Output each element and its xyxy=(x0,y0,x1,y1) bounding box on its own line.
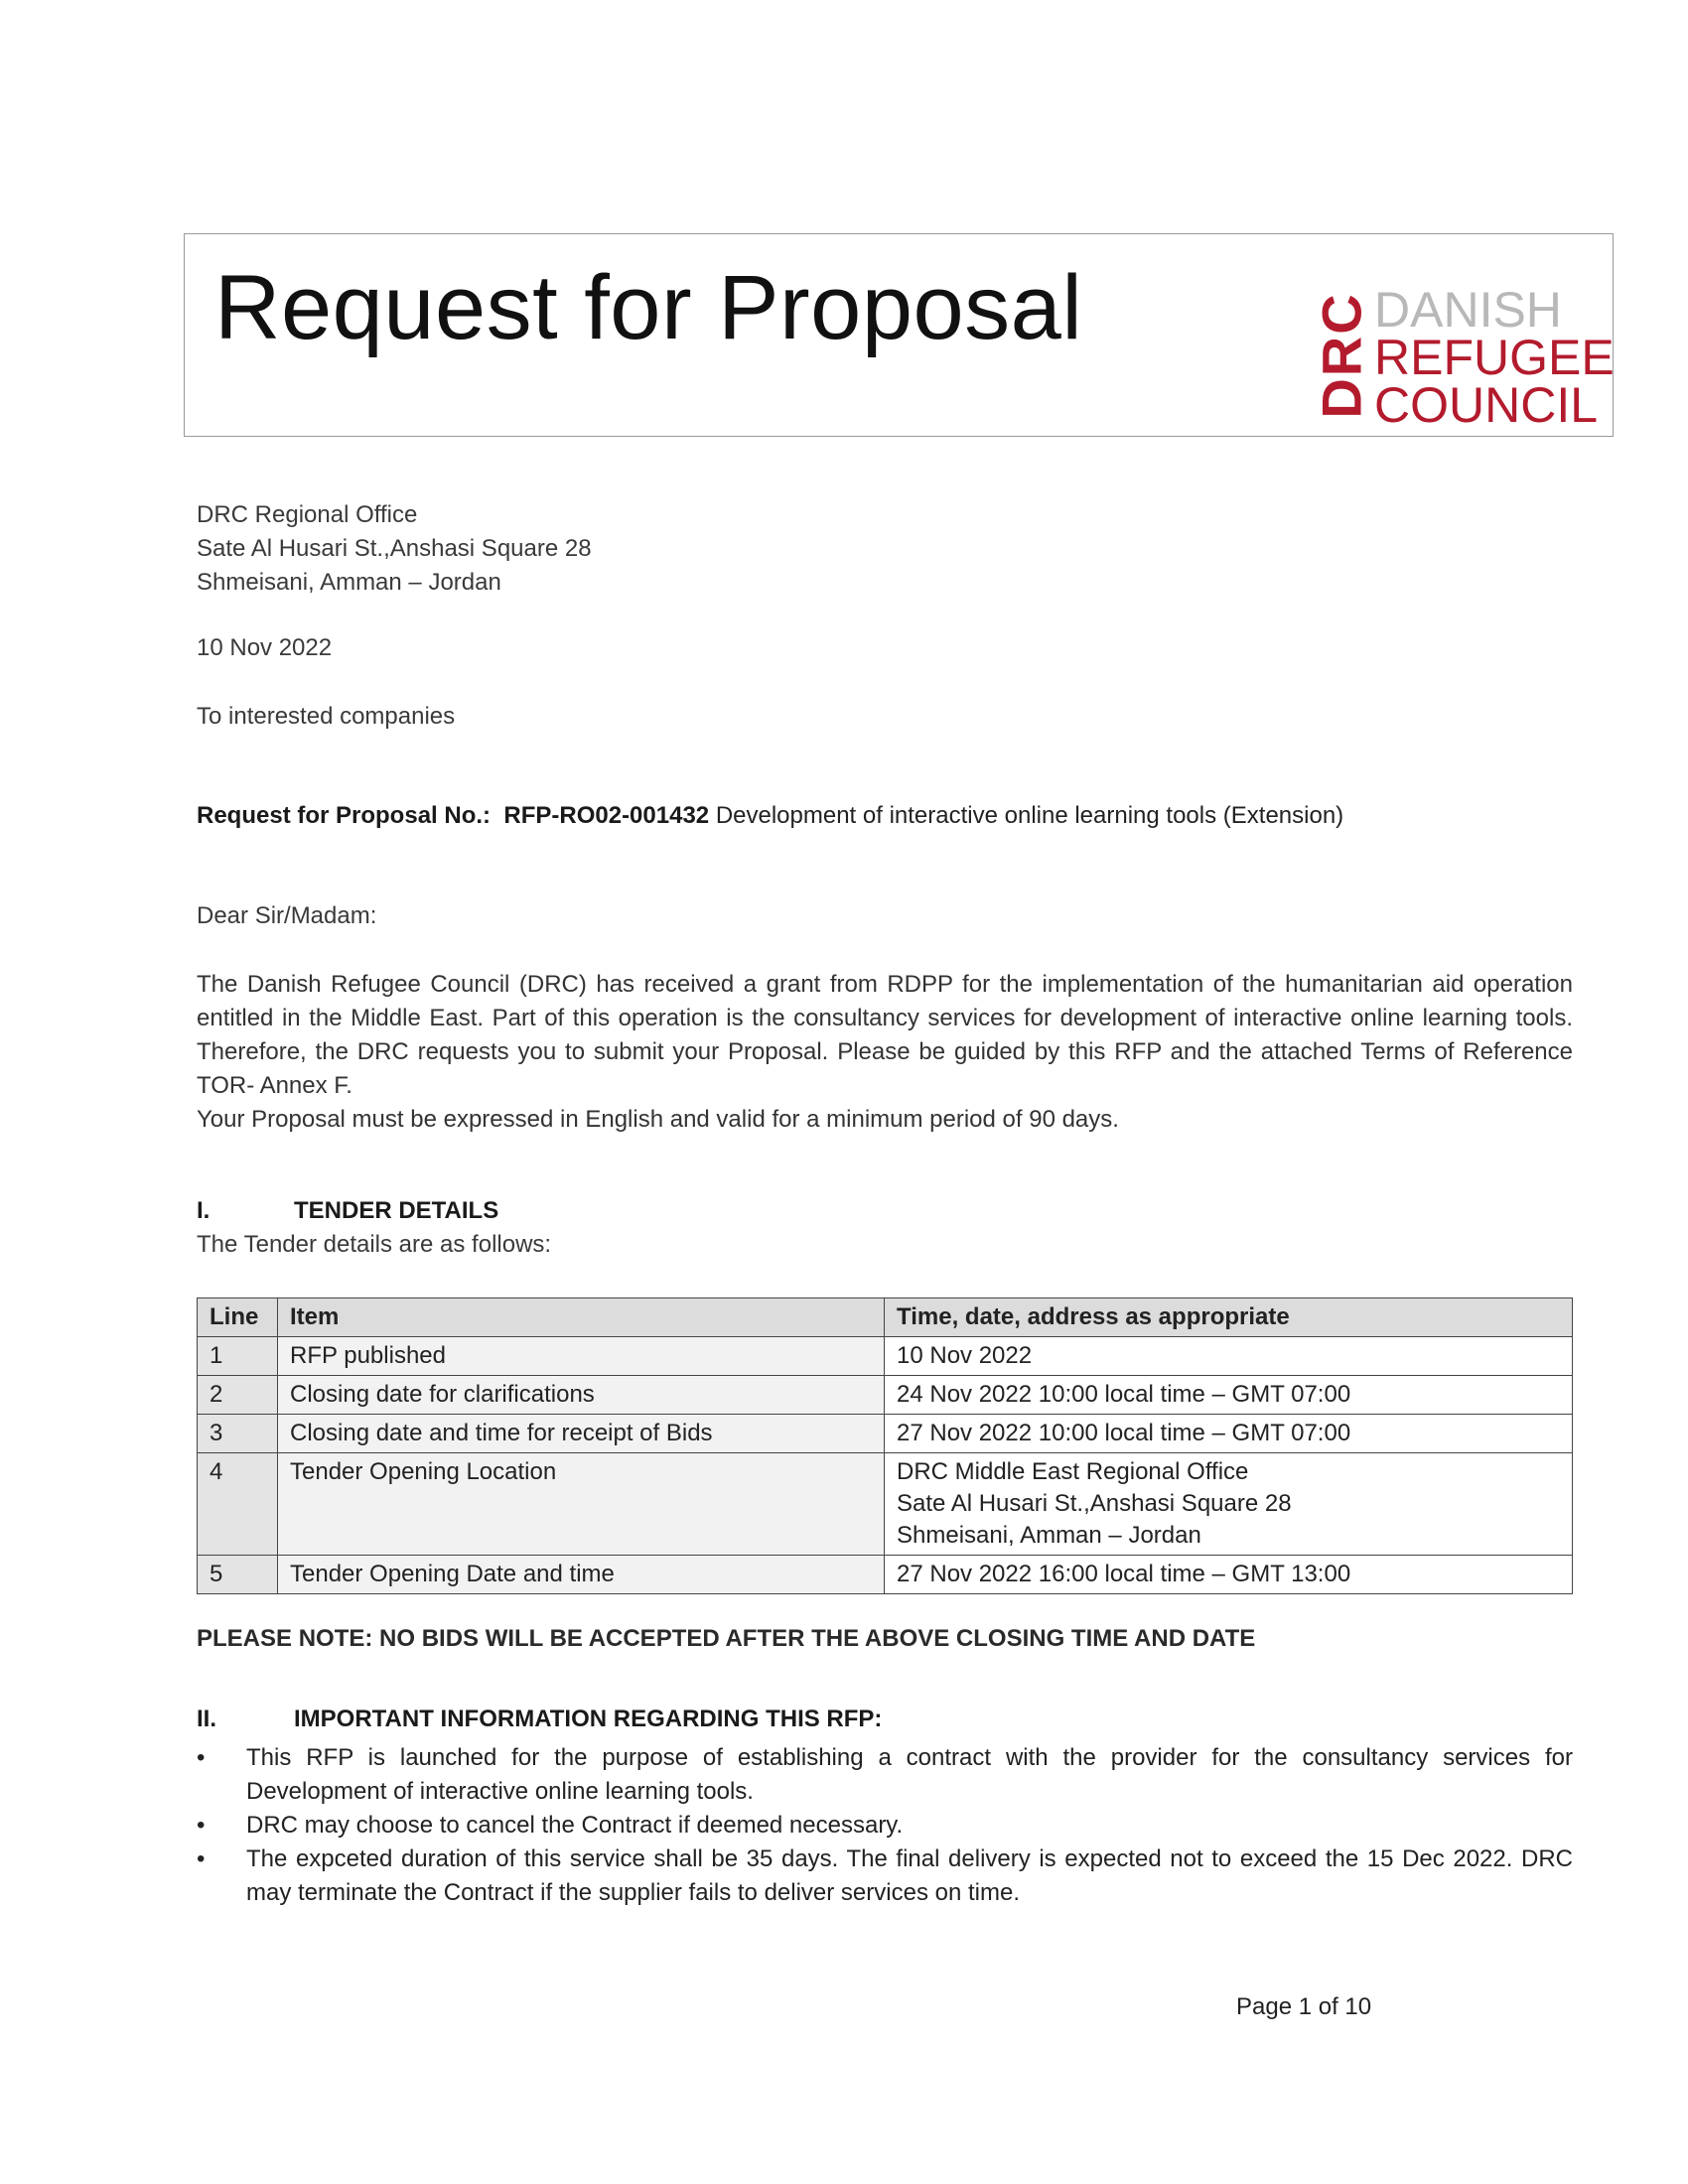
page-number: Page 1 of 10 xyxy=(1236,1993,1372,2020)
table-cell-value: 10 Nov 2022 xyxy=(885,1337,1573,1376)
address-line-3: Shmeisani, Amman – Jordan xyxy=(197,569,501,596)
address-line-2: Sate Al Husari St.,Anshasi Square 28 xyxy=(197,535,592,562)
address-line-1: DRC Regional Office xyxy=(197,501,418,528)
table-cell-line: 2 xyxy=(198,1376,278,1415)
list-item-text: DRC may choose to cancel the Contract if deemed necessary. xyxy=(246,1812,904,1839)
list-item xyxy=(197,1741,1573,1809)
intro-paragraph: The Danish Refugee Council (DRC) has received a grant from RDPP for the implementation of the humanitarian aid operation entitled in the Middle East. Part of this operation is the consultancy services for development of interactive online learning tools. Therefore, the DRC requests you to submit your Proposal. Please be guided by this RFP and the attached Terms of Reference TOR- Annex F. xyxy=(197,971,1573,1099)
table-cell-item: Tender Opening Location xyxy=(278,1453,885,1556)
logo-abbreviation: DRC xyxy=(1311,292,1374,419)
location-line-2: Sate Al Husari St.,Anshasi Square 28 xyxy=(897,1490,1292,1517)
page-title: Request for Proposal xyxy=(214,257,1083,358)
letter-date: 10 Nov 2022 xyxy=(197,634,333,661)
logo-word-danish: DANISH xyxy=(1374,282,1562,338)
location-line-3: Shmeisani, Amman – Jordan xyxy=(897,1522,1201,1549)
section-2-title: IMPORTANT INFORMATION REGARDING THIS RFP: xyxy=(294,1706,883,1732)
location-line-1: DRC Middle East Regional Office xyxy=(897,1458,1249,1485)
list-item-text: The expceted duration of this service shall be 35 days. The final delivery is expected not to exceed the 15 Dec 2022. DRC may terminate the Contract if the supplier fails to deliver services on time. xyxy=(246,1845,1573,1906)
logo-word-council: COUNCIL xyxy=(1374,377,1599,433)
table-cell-value xyxy=(885,1453,1573,1556)
section-1-intro: The Tender details are as follows: xyxy=(197,1231,552,1258)
table-row xyxy=(198,1376,1573,1415)
table-row xyxy=(198,1337,1573,1376)
table-row xyxy=(198,1453,1573,1556)
closing-notice: PLEASE NOTE: NO BIDS WILL BE ACCEPTED AFTER THE ABOVE CLOSING TIME AND DATE xyxy=(197,1625,1256,1652)
logo-wordmark xyxy=(1374,282,1615,433)
list-item-text: This RFP is launched for the purpose of establishing a contract with the provider for the consultancy services for Development of interactive online learning tools. xyxy=(246,1744,1573,1805)
table-row xyxy=(198,1556,1573,1594)
header-box xyxy=(184,233,1614,437)
table-cell-item: RFP published xyxy=(278,1337,885,1376)
table-row xyxy=(198,1415,1573,1453)
salutation: Dear Sir/Madam: xyxy=(197,902,377,929)
logo-word-refugee: REFUGEE xyxy=(1374,330,1615,385)
section-1-number: I. xyxy=(197,1197,211,1224)
bullet-icon: • xyxy=(197,1812,206,1839)
section-1-title: TENDER DETAILS xyxy=(294,1197,499,1224)
section-2-number: II. xyxy=(197,1706,217,1732)
bullet-icon: • xyxy=(197,1845,206,1872)
table-cell-line: 1 xyxy=(198,1337,278,1376)
validity-paragraph: Your Proposal must be expressed in English and valid for a minimum period of 90 days. xyxy=(197,1106,1119,1133)
tender-details-table xyxy=(197,1297,1573,1594)
rfp-subject: Development of interactive online learning tools (Extension) xyxy=(715,802,1344,829)
drc-logo xyxy=(1311,282,1615,433)
table-cell-item: Closing date for clarifications xyxy=(278,1376,885,1415)
table-cell-value: 27 Nov 2022 10:00 local time – GMT 07:00 xyxy=(885,1415,1573,1453)
list-item xyxy=(197,1843,1573,1910)
table-cell-item: Tender Opening Date and time xyxy=(278,1556,885,1594)
table-header-row xyxy=(198,1298,1573,1337)
table-cell-line: 5 xyxy=(198,1556,278,1594)
list-item xyxy=(197,1809,1573,1843)
intro-text xyxy=(197,968,1573,1137)
column-header-line: Line xyxy=(198,1298,278,1337)
table-cell-value: 24 Nov 2022 10:00 local time – GMT 07:00 xyxy=(885,1376,1573,1415)
table-cell-item: Closing date and time for receipt of Bids xyxy=(278,1415,885,1453)
important-info-list xyxy=(197,1741,1573,1910)
table-cell-line: 3 xyxy=(198,1415,278,1453)
table-cell-line: 4 xyxy=(198,1453,278,1556)
rfp-label: Request for Proposal No.: xyxy=(197,802,492,829)
recipient: To interested companies xyxy=(197,703,456,730)
rfp-number: RFP-RO02-001432 xyxy=(503,802,710,829)
column-header-item: Item xyxy=(278,1298,885,1337)
table-cell-value: 27 Nov 2022 16:00 local time – GMT 13:00 xyxy=(885,1556,1573,1594)
column-header-value: Time, date, address as appropriate xyxy=(885,1298,1573,1337)
rfp-reference xyxy=(197,802,1343,830)
bullet-icon: • xyxy=(197,1744,206,1771)
